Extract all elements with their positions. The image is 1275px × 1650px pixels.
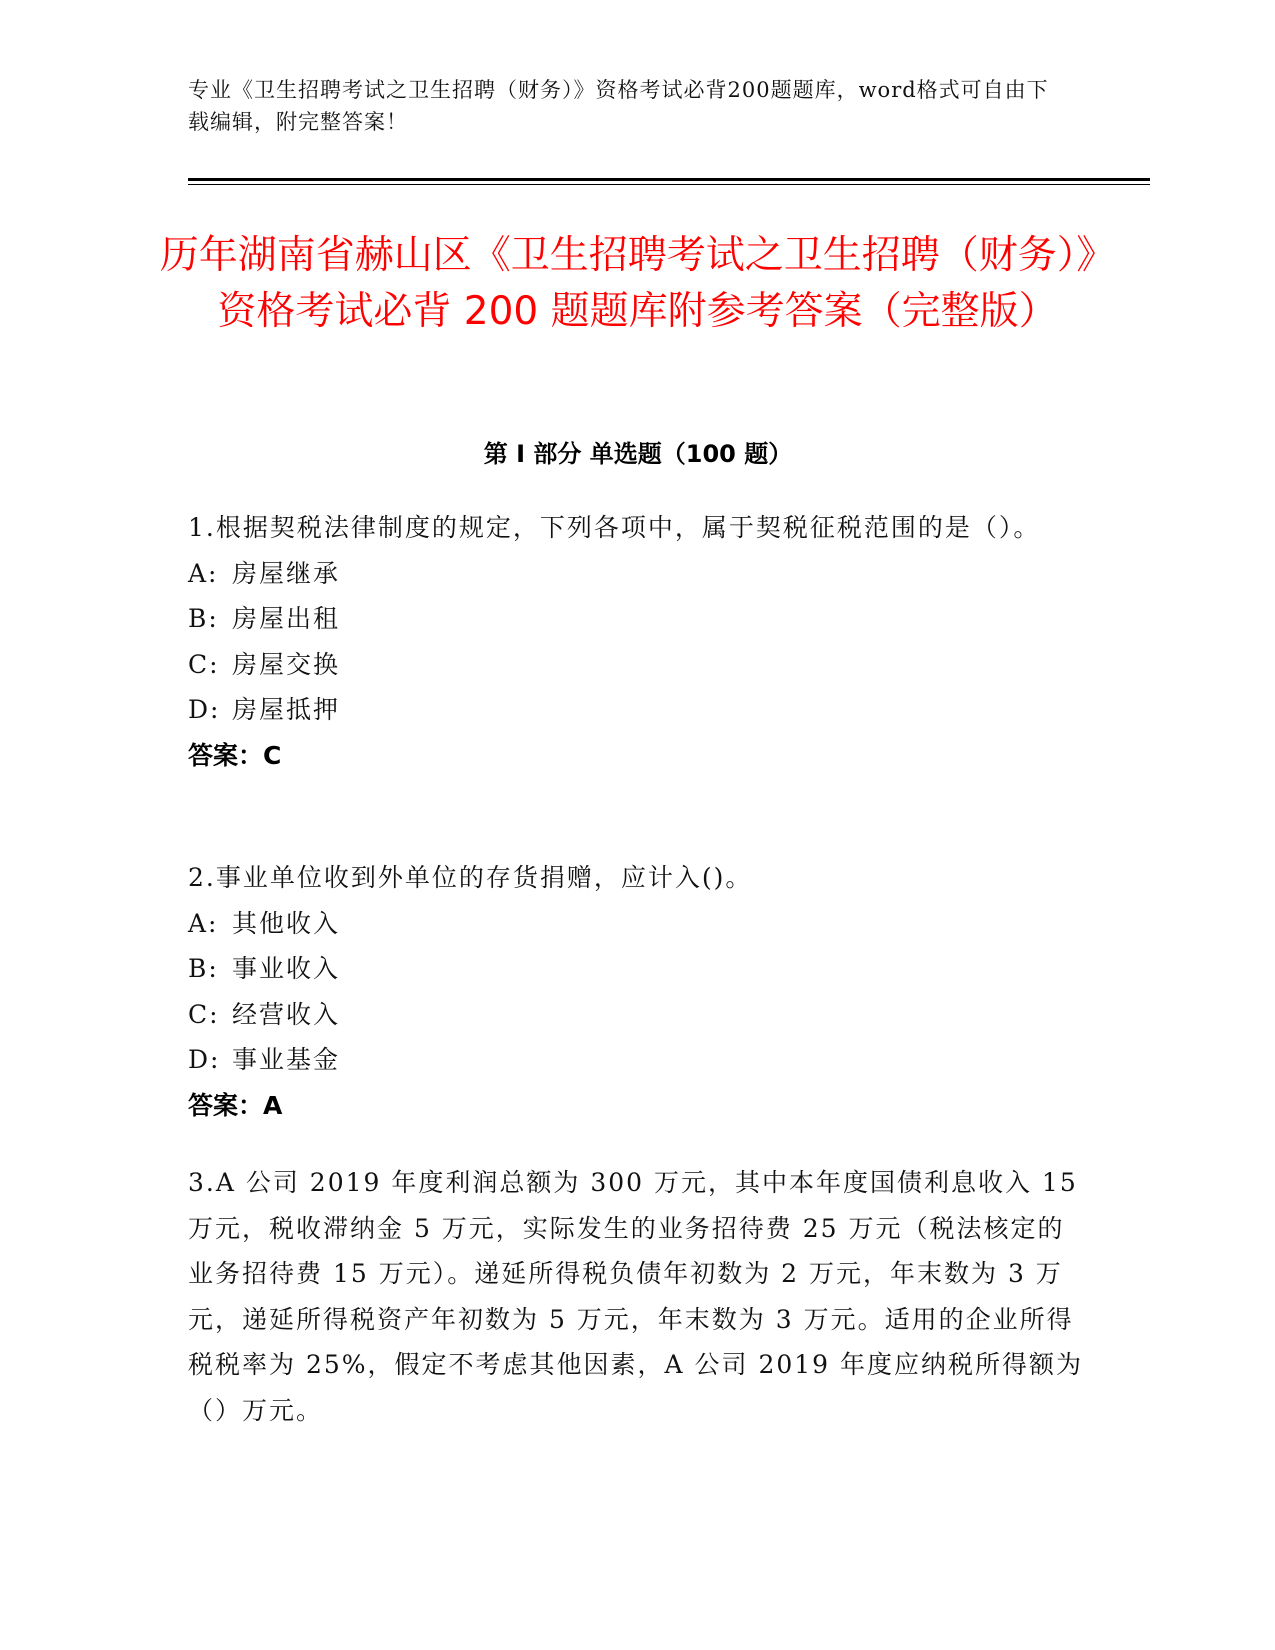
header-rule-thick [188,178,1150,181]
option-b [188,596,1088,642]
question-3 [188,1160,1088,1433]
option-letter: B: [188,954,219,983]
option-letter: D: [188,695,221,724]
option-a [188,551,1088,597]
option-c [188,992,1088,1038]
option-a [188,901,1088,947]
option-text: 房屋抵押 [232,695,341,724]
section-title: 第 I 部分 单选题（100 题） [483,440,793,468]
header-note: 专业《卫生招聘考试之卫生招聘（财务）》资格考试必背200题题库，word格式可自由下载编辑，附完整答案！ [188,78,1049,134]
answer-value: A [263,1090,283,1120]
question-2 [188,855,1088,1128]
question-stem: 1.根据契税法律制度的规定，下列各项中，属于契税征税范围的是（）。 [188,513,1041,542]
answer-label: 答案： [188,740,264,770]
option-d [188,1037,1088,1083]
answer-line [188,1083,1088,1129]
question-1 [188,505,1088,778]
option-text: 房屋出租 [232,604,341,633]
question-stem: 3.A 公司 2019 年度利润总额为 300 万元，其中本年度国债利息收入 15 万元，税收滞纳金 5 万元，实际发生的业务招待费 25 万元（税法核定的业务招待费 15 万元）。递延所得税负债年初数为 2 万元，年末数为 3 万元，递延所得税资产年初数为 5 万元，年末数为 3 万元。适用的企业所得税税率为 25%，假定不考虑其他因素，A 公司 2019 年度应纳税所得额为（）万元。 [188,1168,1084,1425]
option-text: 其他收入 [232,908,341,938]
option-text: 房屋继承 [232,558,341,588]
option-letter: A: [188,558,219,588]
option-text: 事业基金 [232,1045,341,1074]
option-d [188,687,1088,733]
option-text: 房屋交换 [232,649,341,679]
option-letter: D: [188,1045,221,1074]
option-letter: B: [188,604,219,633]
question-stem: 2.事业单位收到外单位的存货捐赠，应计入()。 [188,863,753,892]
option-letter: C: [188,649,220,679]
option-letter: C: [188,999,220,1029]
answer-label: 答案： [188,1090,264,1120]
header-rule-thin [188,184,1150,185]
answer-value: C [263,740,282,770]
document-title: 历年湖南省赫山区《卫生招聘考试之卫生招聘（财务）》资格考试必背 200 题题库附参考答案（完整版） [159,233,1116,334]
answer-line [188,733,1088,779]
option-c [188,642,1088,688]
option-text: 事业收入 [232,954,341,983]
option-letter: A: [188,908,219,938]
option-text: 经营收入 [232,999,341,1029]
option-b [188,946,1088,992]
